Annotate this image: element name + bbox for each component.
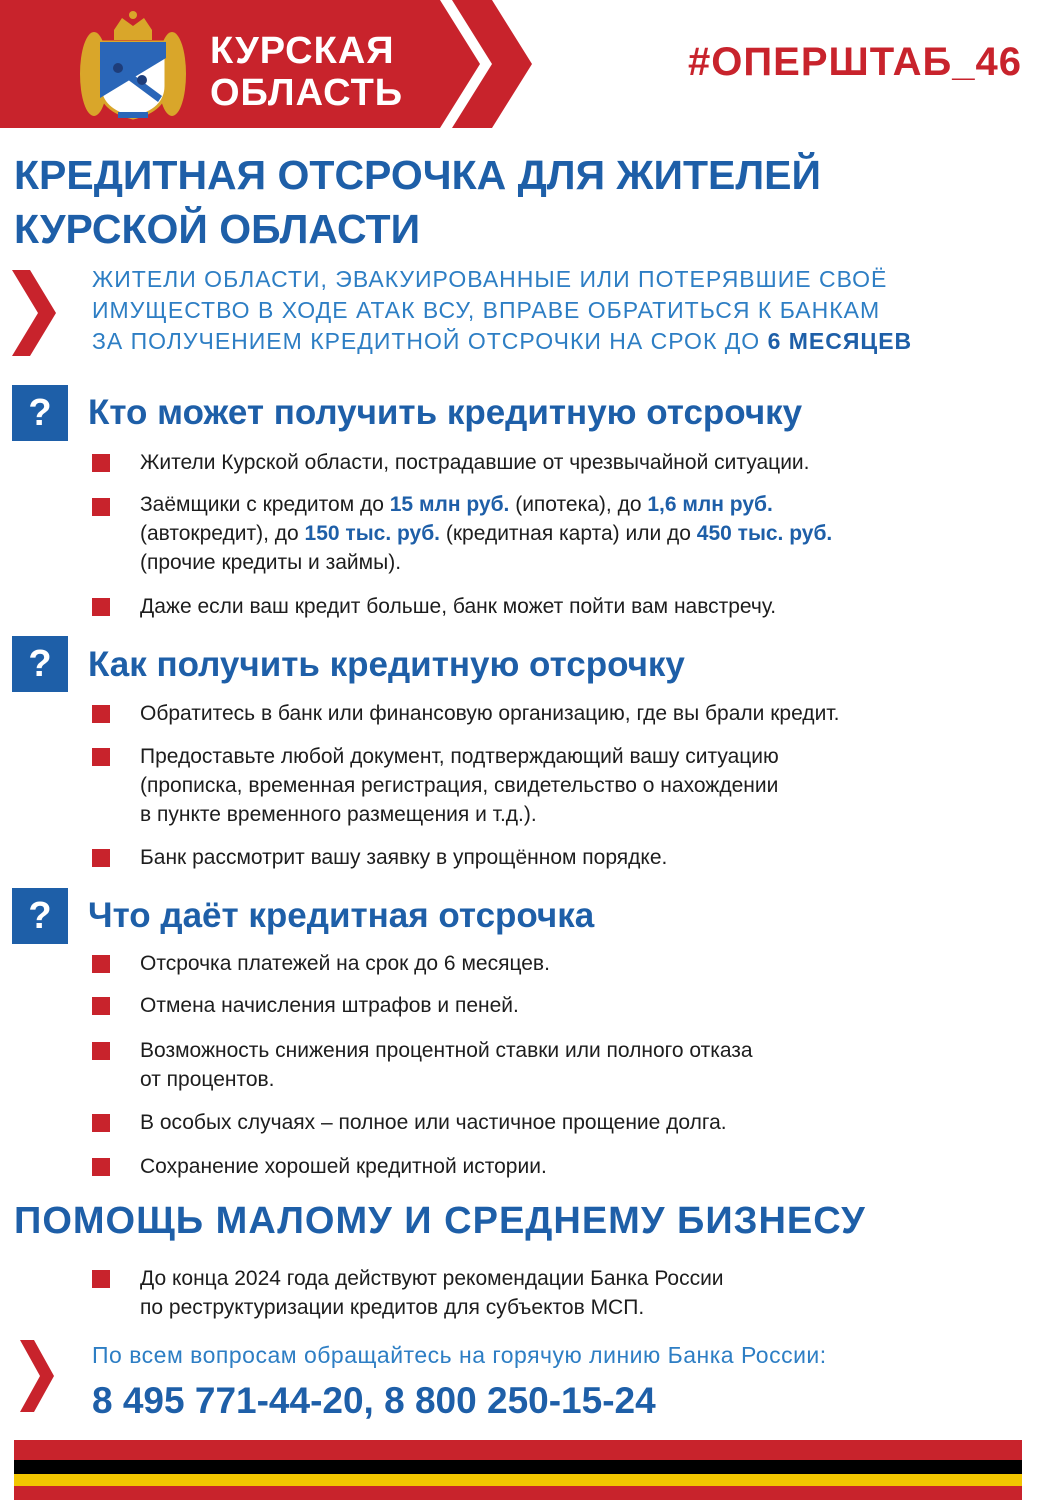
bullet-icon (92, 1158, 110, 1176)
bullet-icon (92, 498, 110, 516)
bullet-icon (92, 454, 110, 472)
list-item: Предоставьте любой документ, подтверждающий вашу ситуацию (прописка, временная регистрация, свидетельство о нахождении в пункте временного размещения и т.д.). (140, 745, 779, 826)
list-item: Банк рассмотрит вашу заявку в упрощённом порядке. (140, 846, 668, 869)
bullet-icon (92, 849, 110, 867)
hotline-text: По всем вопросам обращайтесь на горячую линию Банка России: (92, 1342, 827, 1368)
section-title-how: Как получить кредитную отсрочку (88, 645, 685, 684)
intro-highlight: 6 МЕСЯЦЕВ (767, 328, 913, 354)
page-title-line-1: КРЕДИТНАЯ ОТСРОЧКА ДЛЯ ЖИТЕЛЕЙ (14, 152, 821, 198)
footer-stripe-yellow (14, 1474, 1022, 1486)
question-icon: ? (12, 385, 68, 441)
hashtag: #ОПЕРШТАБ_46 (688, 40, 1022, 84)
chevron-right-icon (20, 1340, 54, 1417)
chevron-right-icon (12, 270, 56, 361)
page-title-line-2: КУРСКОЙ ОБЛАСТИ (14, 206, 421, 252)
region-line-2: ОБЛАСТЬ (210, 72, 404, 114)
list-item: Обратитесь в банк или финансовую организацию, где вы брали кредит. (140, 702, 840, 725)
hotline-phones[interactable]: 8 495 771-44-20, 8 800 250-15-24 (92, 1380, 656, 1421)
business-title: ПОМОЩЬ МАЛОМУ И СРЕДНЕМУ БИЗНЕСУ (14, 1200, 866, 1242)
bullet-icon (92, 598, 110, 616)
bullet-icon (92, 1042, 110, 1060)
bullet-icon (92, 748, 110, 766)
list-item: Заёмщики с кредитом до 15 млн руб. (ипотека), до 1,6 млн руб. (автокредит), до 150 тыс. руб. (кредитная карта) или до 450 тыс. руб. (прочие кредиты и займы). (140, 493, 833, 574)
intro-line-3 (92, 326, 1032, 357)
bullet-icon (92, 705, 110, 723)
question-icon: ? (12, 888, 68, 944)
list-item: В особых случаях – полное или частичное прощение долга. (140, 1111, 727, 1134)
list-item: Даже если ваш кредит больше, банк может пойти вам навстречу. (140, 595, 777, 618)
list-item: Сохранение хорошей кредитной истории. (140, 1155, 547, 1178)
list-item: Отмена начисления штрафов и пеней. (140, 994, 519, 1017)
footer-stripe-red-bottom (14, 1486, 1022, 1500)
list-item: До конца 2024 года действуют рекомендации Банка России по реструктуризации кредитов для субъектов МСП. (140, 1267, 724, 1319)
section-title-what: Что даёт кредитная отсрочка (88, 896, 595, 935)
region-name (210, 30, 403, 114)
bullet-icon (92, 1114, 110, 1132)
list-item: Отсрочка платежей на срок до 6 месяцев. (140, 952, 550, 975)
intro-text (92, 264, 1032, 357)
list-item: Возможность снижения процентной ставки или полного отказа от процентов. (140, 1039, 753, 1091)
footer-stripe-black (14, 1460, 1022, 1474)
kursk-coat-of-arms-icon (78, 6, 188, 127)
intro-line-3-text: ЗА ПОЛУЧЕНИЕМ КРЕДИТНОЙ ОТСРОЧКИ НА СРОК ДО (92, 328, 768, 354)
intro-line-1: ЖИТЕЛИ ОБЛАСТИ, ЭВАКУИРОВАННЫЕ ИЛИ ПОТЕРЯВШИЕ СВОЁ (92, 266, 888, 292)
region-line-1: КУРСКАЯ (210, 30, 395, 72)
footer-stripe-red (14, 1440, 1022, 1460)
question-icon: ? (12, 636, 68, 692)
section-title-who: Кто может получить кредитную отсрочку (88, 393, 803, 432)
page-title (14, 148, 1014, 256)
list-item: Жители Курской области, пострадавшие от чрезвычайной ситуации. (140, 451, 810, 474)
bullet-icon (92, 997, 110, 1015)
intro-line-2: ИМУЩЕСТВО В ХОДЕ АТАК ВСУ, ВПРАВЕ ОБРАТИТЬСЯ К БАНКАМ (92, 297, 881, 323)
bullet-icon (92, 1270, 110, 1288)
bullet-icon (92, 955, 110, 973)
